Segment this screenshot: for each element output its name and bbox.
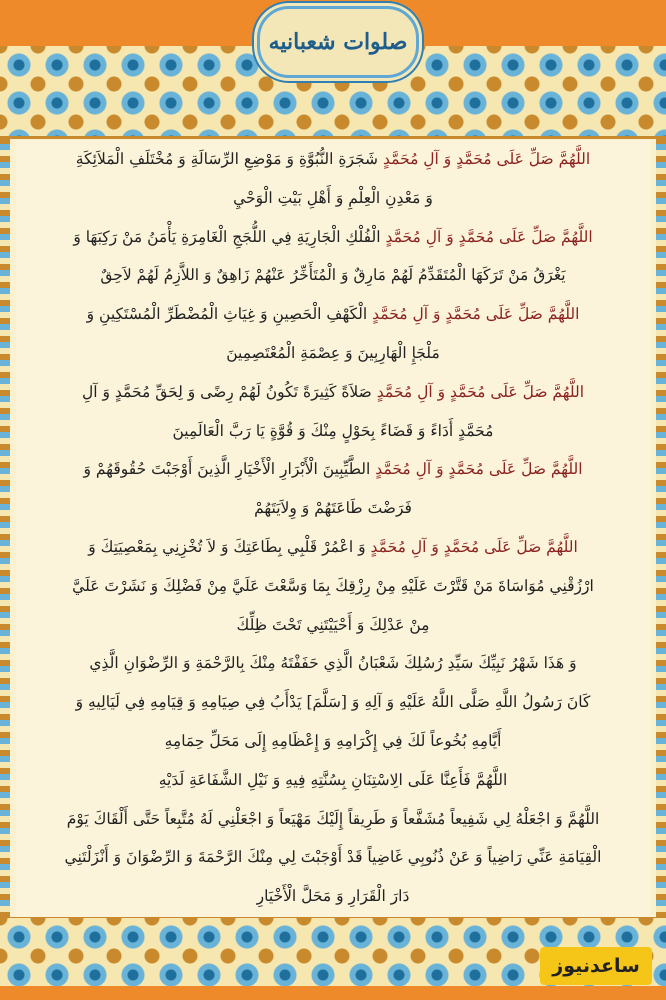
title-badge [257, 6, 419, 78]
prayer-line-20: دَارَ الْقَرَارِ وَ مَحَلَّ الْأَخْيَارِ [256, 887, 410, 906]
salawat-phrase: اللَّهُمَّ صَلِّ عَلَى مُحَمَّدٍ وَ آلِ مُحَمَّدٍ [370, 537, 578, 556]
salawat-phrase: اللَّهُمَّ صَلِّ عَلَى مُحَمَّدٍ وَ آلِ مُحَمَّدٍ [372, 305, 580, 324]
prayer-text-segment: الْكَهْفِ الْحَصِينِ وَ غِيَاثِ الْمُضْطَرِّ الْمُسْتَكِينِ وَ [86, 305, 373, 324]
prayer-line-9 [16, 450, 650, 489]
bottom-orange-bar [0, 986, 666, 1000]
prayer-line-11 [16, 528, 650, 567]
top-divider [0, 136, 666, 139]
prayer-line-1 [16, 140, 650, 179]
prayer-line-2: وَ مَعْدِنِ الْعِلْمِ وَ أَهْلِ بَيْتِ الْوَحْيِ [233, 188, 433, 207]
site-logo[interactable] [540, 947, 652, 985]
prayer-line-6: مَلْجَإِ الْهَارِبِينَ وَ عِصْمَةِ الْمُعْتَصِمِينَ [226, 343, 440, 362]
prayer-text [16, 140, 650, 918]
salawat-phrase: اللَّهُمَّ صَلِّ عَلَى مُحَمَّدٍ وَ آلِ مُحَمَّدٍ [382, 150, 591, 168]
salawat-phrase: اللَّهُمَّ صَلِّ عَلَى مُحَمَّدٍ وَ آلِ مُحَمَّدٍ [375, 460, 583, 479]
prayer-line-8: مُحَمَّدٍ أَدَاءً وَ قَضَاءً بِحَوْلٍ مِنْكَ وَ قُوَّةٍ يَا رَبَّ الْعَالَمِينَ [172, 421, 494, 440]
prayer-line-10: فَرَضْتَ طَاعَتَهُمْ وَ وِلاَيَتَهُمْ [254, 499, 412, 518]
prayer-line-18: اللَّهُمَّ وَ اجْعَلْهُ لِي شَفِيعاً مُشَفَّعاً وَ طَرِيقاً إِلَيْكَ مَهْيَعاً وَ اجْعَلْنِي لَهُ مُتَّبِعاً حَتَّى أَلْقَاكَ يَوْمَ [66, 809, 600, 828]
site-logo-text: ساعدنیوز [552, 955, 640, 977]
page-title: صلوات شعبانیه [268, 29, 408, 55]
prayer-text-segment: وَ اعْمُرْ قَلْبِي بِطَاعَتِكَ وَ لاَ تُخْزِنِي بِمَعْصِيَتِكَ وَ [88, 537, 371, 556]
prayer-text-segment: الطَّيِّبِينَ الْأَبْرَارِ الْأَخْيَارِ الَّذِينَ أَوْجَبْتَ حُقُوقَهُمْ وَ [83, 460, 376, 479]
prayer-line-14: وَ هَذَا شَهْرُ نَبِيِّكَ سَيِّدِ رُسُلِكَ شَعْبَانُ الَّذِي حَفَفْتَهُ مِنْكَ بِالرَّحْمَةِ وَ الرِّضْوَانِ الَّذِي [89, 654, 577, 673]
prayer-line-17: اللَّهُمَّ فَأَعِنَّا عَلَى الِاسْتِنَانِ بِسُنَّتِهِ فِيهِ وَ نَيْلِ الشَّفَاعَةِ لَدَيْهِ [158, 770, 508, 789]
salawat-phrase: اللَّهُمَّ صَلِّ عَلَى مُحَمَّدٍ وَ آلِ مُحَمَّدٍ [376, 382, 585, 401]
prayer-line-7 [16, 373, 650, 412]
prayer-text-segment: الْفُلْكِ الْجَارِيَةِ فِي اللُّجَجِ الْغَامِرَةِ يَأْمَنُ مَنْ رَكِبَهَا وَ [73, 227, 386, 246]
salawat-phrase: اللَّهُمَّ صَلِّ عَلَى مُحَمَّدٍ وَ آلِ مُحَمَّدٍ [385, 227, 593, 246]
prayer-line-12: ارْزُقْنِي مُوَاسَاةَ مَنْ قَتَّرْتَ عَلَيْهِ مِنْ رِزْقِكَ بِمَا وَسَّعْتَ عَلَيَّ مِنْ فَضْلِكَ وَ نَشَرْتَ عَلَيَّ [72, 576, 594, 595]
prayer-line-3 [16, 218, 650, 257]
prayer-text-segment: شَجَرَةِ النُّبُوَّةِ وَ مَوْضِعِ الرِّسَالَةِ وَ مُخْتَلَفِ الْمَلاَئِكَةِ [75, 150, 383, 168]
prayer-line-4: يَغْرَقُ مَنْ تَرَكَهَا الْمُتَقَدِّمُ لَهُمْ مَارِقٌ وَ الْمُتَأَخِّرُ عَنْهُمْ زَاهِقٌ وَ اللاَّزِمُ لَهُمْ لاَحِقٌ [100, 266, 566, 285]
prayer-line-16: أَيَّامِهِ بُخُوعاً لَكَ فِي إِكْرَامِهِ وَ إِعْظَامِهِ إِلَى مَحَلِّ حِمَامِهِ [164, 731, 502, 750]
prayer-line-13: مِنْ عَدْلِكَ وَ أَحْيَيْتَنِي تَحْتَ ظِلِّكَ [236, 615, 430, 634]
prayer-line-15: كَانَ رَسُولُ اللَّهِ صَلَّى اللَّهُ عَلَيْهِ وَ آلِهِ وَ [سَلَّمَ] يَدْأَبُ فِي صِيَامِهِ وَ قِيَامِهِ فِي لَيَالِيهِ وَ [75, 693, 591, 712]
prayer-line-19: الْقِيَامَةِ عَنِّي رَاضِياً وَ عَنْ ذُنُوبِي غَاضِياً قَدْ أَوْجَبْتَ لِي مِنْكَ الرَّحْمَةَ وَ الرِّضْوَانَ وَ أَنْزَلْتَنِي [64, 848, 602, 867]
prayer-text-segment: صَلاَةً كَثِيرَةً تَكُونُ لَهُمْ رِضًى وَ لِحَقِّ مُحَمَّدٍ وَ آلِ [81, 382, 377, 401]
right-ornament-border [656, 138, 666, 918]
left-ornament-border [0, 138, 10, 918]
prayer-line-5 [16, 295, 650, 334]
